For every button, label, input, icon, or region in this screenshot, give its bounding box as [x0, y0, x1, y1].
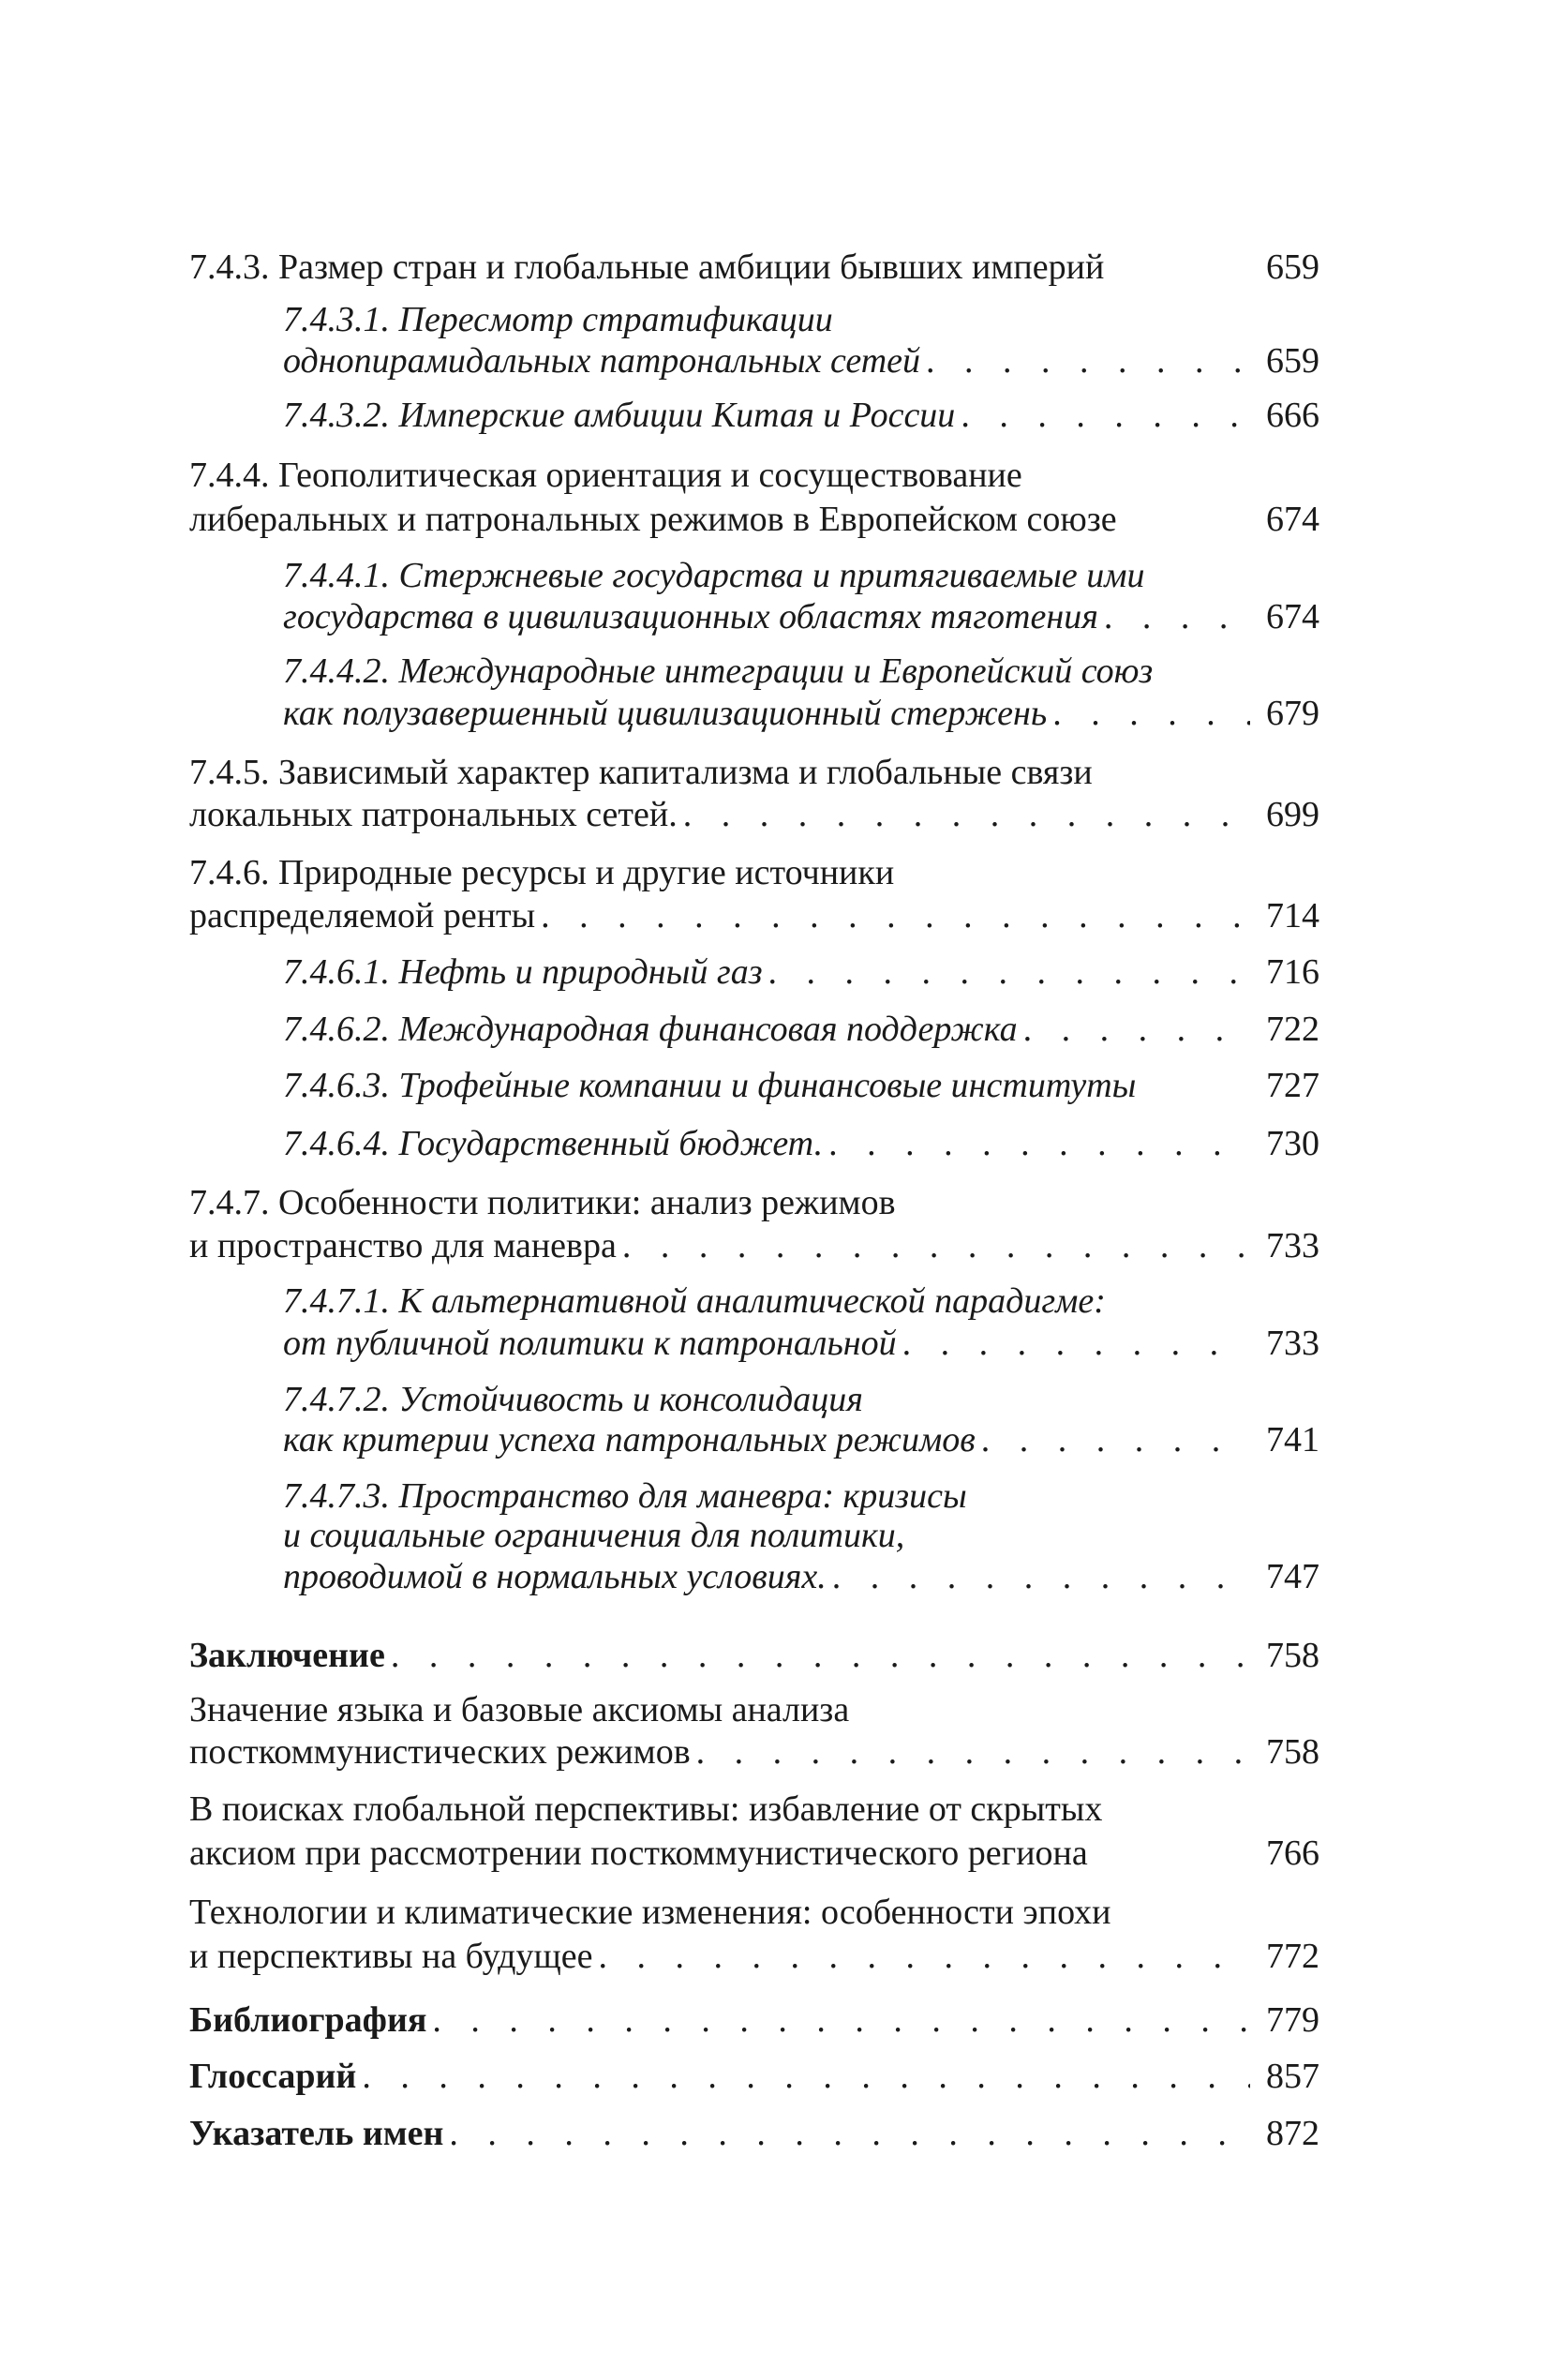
toc-page-number: 733 — [1266, 1324, 1319, 1363]
toc-entry-title: Глоссарий — [189, 2057, 357, 2096]
toc-entry-7-4-4-1[interactable] — [283, 595, 1319, 638]
toc-entry-7-4-4[interactable] — [189, 498, 1319, 541]
toc-entry-7-4-7-3-line1[interactable] — [283, 1474, 1319, 1518]
dot-leader — [1023, 1008, 1250, 1051]
toc-page-number: 730 — [1266, 1124, 1319, 1163]
toc-entry-title: 7.4.6.4. Государственный бюджет. — [283, 1124, 824, 1163]
dot-leader — [683, 793, 1250, 836]
toc-entry-7-4-7-1-line1[interactable] — [283, 1280, 1319, 1323]
toc-page-number: 758 — [1266, 1636, 1319, 1675]
toc-entry-title: 7.4.6.3. Трофейные компании и финансовые институты — [283, 1066, 1137, 1105]
toc-entry-7-4-7-1[interactable] — [283, 1322, 1319, 1365]
toc-entry-title: Указатель имен — [189, 2114, 444, 2153]
toc-entry-title: и социальные ограничения для политики, — [283, 1516, 905, 1555]
toc-entry-title: 7.4.5. Зависимый характер капитализма и глобальные связи — [189, 753, 1093, 792]
toc-page-number: 666 — [1266, 396, 1319, 435]
toc-entry-7-4-7-3[interactable] — [283, 1555, 1319, 1598]
toc-entry-7-4-3-1-line1[interactable] — [283, 298, 1319, 341]
toc-entry-title: 7.4.3.2. Имперские амбиции Китая и России — [283, 396, 956, 435]
toc-page-number: 714 — [1266, 896, 1319, 936]
toc-entry-name-index[interactable] — [189, 2112, 1319, 2155]
toc-entry-title: посткоммунистических режимов — [189, 1732, 691, 1772]
dot-leader — [449, 2112, 1250, 2155]
toc-page-number: 699 — [1266, 795, 1319, 834]
toc-entry-7-4-5-line1[interactable] — [189, 751, 1319, 794]
toc-entry-title: 7.4.3. Размер стран и глобальные амбиции бывших империй — [189, 247, 1105, 287]
toc-entry-title: 7.4.3.1. Пересмотр стратификации — [283, 300, 833, 339]
toc-entry-conclusion-3-line1[interactable] — [189, 1891, 1319, 1934]
toc-page-number: 727 — [1266, 1066, 1319, 1105]
toc-page-number: 741 — [1266, 1420, 1319, 1459]
toc-entry-title: Библиография — [189, 2000, 427, 2040]
toc-page-number: 747 — [1266, 1557, 1319, 1596]
toc-page-number: 872 — [1266, 2114, 1319, 2153]
toc-entry-7-4-5[interactable] — [189, 793, 1319, 836]
dot-leader — [926, 339, 1250, 382]
toc-entry-7-4-6-1[interactable] — [283, 951, 1319, 994]
toc-entry-7-4-4-line1[interactable] — [189, 454, 1319, 497]
toc-entry-title: 7.4.4.1. Стержневые государства и притягиваемые ими — [283, 556, 1145, 595]
toc-entry-7-4-6-4[interactable] — [283, 1122, 1319, 1165]
toc-entry-title: 7.4.6.2. Международная финансовая поддержка — [283, 1010, 1018, 1049]
dot-leader — [961, 394, 1250, 437]
toc-entry-7-4-7-2-line1[interactable] — [283, 1378, 1319, 1421]
toc-entry-title: от публичной политики к патрональной — [283, 1324, 897, 1363]
toc-entry-conclusion[interactable] — [189, 1634, 1319, 1677]
toc-entry-7-4-6-3[interactable] — [283, 1064, 1319, 1107]
toc-entry-title: 7.4.7. Особенности политики: анализ режимов — [189, 1183, 896, 1222]
toc-entry-7-4-4-1-line1[interactable] — [283, 554, 1319, 597]
toc-entry-7-4-7-3-line2[interactable] — [283, 1514, 1319, 1557]
toc-page-number: 659 — [1266, 247, 1319, 287]
dot-leader — [362, 2055, 1250, 2098]
toc-page-number: 659 — [1266, 341, 1319, 381]
toc-entry-title: В поисках глобальной перспективы: избавление от скрытых — [189, 1789, 1103, 1829]
toc-entry-title: либеральных и патрональных режимов в Европейском союзе — [189, 500, 1117, 539]
toc-entry-conclusion-2[interactable] — [189, 1832, 1319, 1875]
toc-entry-title: локальных патрональных сетей. — [189, 795, 678, 834]
toc-page-number: 766 — [1266, 1834, 1319, 1873]
toc-entry-7-4-6[interactable] — [189, 894, 1319, 937]
toc-entry-title: 7.4.7.1. К альтернативной аналитической парадигме: — [283, 1281, 1106, 1321]
dot-leader — [391, 1634, 1250, 1677]
toc-entry-bibliography[interactable] — [189, 1998, 1319, 2042]
toc-page-number: 722 — [1266, 1010, 1319, 1049]
dot-leader — [696, 1730, 1250, 1774]
dot-leader — [432, 1998, 1250, 2042]
toc-entry-title: Технологии и климатические изменения: особенности эпохи — [189, 1893, 1111, 1932]
toc-entry-7-4-3[interactable] — [189, 246, 1319, 289]
toc-entry-title: однопирамидальных патрональных сетей — [283, 341, 921, 381]
dot-leader — [1052, 692, 1250, 735]
dot-leader — [768, 951, 1250, 994]
toc-page-number: 779 — [1266, 2000, 1319, 2040]
toc-entry-title: и пространство для маневра — [189, 1226, 617, 1265]
dot-leader — [981, 1418, 1250, 1461]
toc-page-number: 674 — [1266, 500, 1319, 539]
toc-entry-conclusion-1[interactable] — [189, 1730, 1319, 1774]
toc-entry-7-4-6-line1[interactable] — [189, 851, 1319, 894]
toc-page-number: 857 — [1266, 2057, 1319, 2096]
toc-page-number: 758 — [1266, 1732, 1319, 1772]
toc-entry-title: аксиом при рассмотрении посткоммунистического региона — [189, 1834, 1088, 1873]
toc-entry-7-4-3-2[interactable] — [283, 394, 1319, 437]
toc-page-number: 772 — [1266, 1937, 1319, 1976]
toc-entry-conclusion-2-line1[interactable] — [189, 1788, 1319, 1831]
toc-entry-7-4-4-2[interactable] — [283, 692, 1319, 735]
toc-entry-title: проводимой в нормальных условиях. — [283, 1557, 827, 1596]
toc-page-number: 679 — [1266, 694, 1319, 733]
toc-entry-7-4-7[interactable] — [189, 1224, 1319, 1267]
dot-leader — [599, 1935, 1250, 1978]
toc-entry-title: как полузавершенный цивилизационный стержень — [283, 694, 1048, 733]
toc-entry-conclusion-1-line1[interactable] — [189, 1688, 1319, 1731]
toc-entry-7-4-4-2-line1[interactable] — [283, 650, 1319, 693]
toc-entry-title: и перспективы на будущее — [189, 1937, 593, 1976]
dot-leader — [541, 894, 1250, 937]
toc-entry-7-4-3-1[interactable] — [283, 339, 1319, 382]
toc-entry-glossary[interactable] — [189, 2055, 1319, 2098]
toc-entry-title: распределяемой ренты — [189, 896, 536, 936]
toc-page-number: 733 — [1266, 1226, 1319, 1265]
toc-entry-title: 7.4.7.2. Устойчивость и консолидация — [283, 1380, 863, 1419]
toc-entry-title: Заключение — [189, 1636, 385, 1675]
toc-entry-7-4-7-line1[interactable] — [189, 1181, 1319, 1224]
toc-entry-title: 7.4.4.2. Международные интеграции и Европейский союз — [283, 651, 1154, 691]
toc-entry-title: Значение языка и базовые аксиомы анализа — [189, 1690, 850, 1729]
toc-entry-title: 7.4.4. Геополитическая ориентация и сосуществование — [189, 456, 1022, 495]
dot-leader — [832, 1555, 1250, 1598]
dot-leader — [828, 1122, 1250, 1165]
dot-leader — [622, 1224, 1250, 1267]
toc-entry-conclusion-3[interactable] — [189, 1935, 1319, 1978]
toc-entry-7-4-6-2[interactable] — [283, 1008, 1319, 1051]
toc-page-number: 716 — [1266, 952, 1319, 992]
toc-entry-7-4-7-2[interactable] — [283, 1418, 1319, 1461]
toc-entry-title: 7.4.7.3. Пространство для маневра: кризисы — [283, 1476, 967, 1516]
toc-page-number: 674 — [1266, 597, 1319, 636]
toc-entry-title: как критерии успеха патрональных режимов — [283, 1420, 976, 1459]
toc-entry-title: 7.4.6.1. Нефть и природный газ — [283, 952, 763, 992]
dot-leader — [902, 1322, 1250, 1365]
toc-entry-title: 7.4.6. Природные ресурсы и другие источники — [189, 853, 895, 892]
toc-entry-title: государства в цивилизационных областях тяготения — [283, 597, 1098, 636]
dot-leader — [1104, 595, 1250, 638]
